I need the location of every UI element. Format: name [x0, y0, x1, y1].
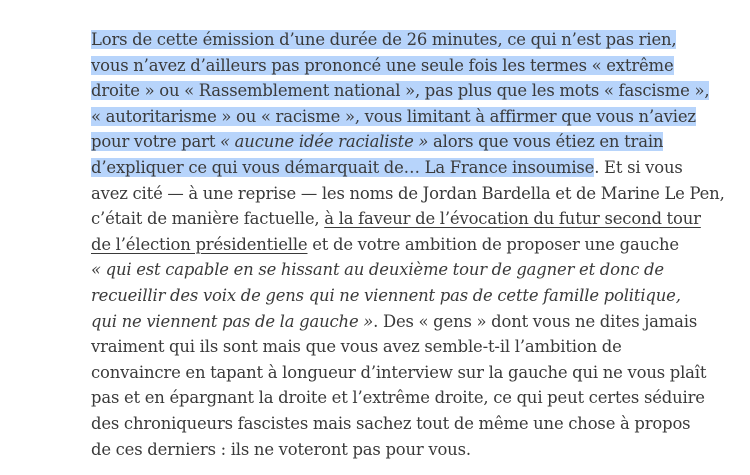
text-segment-selected: alors que vous étiez en train — [428, 132, 664, 152]
italic-quote-selected: « aucune idée racialiste » — [220, 132, 429, 152]
paragraph-line — [91, 257, 671, 283]
paragraph-line — [91, 78, 710, 104]
text-segment: . Et si vous — [594, 157, 683, 177]
text-segment-selected: vous n’avez d’ailleurs pas prononcé une seule fois les termes « extrême — [91, 55, 674, 75]
text-segment: c’était de manière factuelle, — [91, 209, 325, 229]
paragraph-line — [91, 129, 671, 155]
text-segment-selected: pour votre part — [91, 132, 221, 152]
text-segment-selected: d’expliquer ce qui vous démarquait de… La France insoumise — [91, 157, 595, 177]
paragraph-line — [91, 437, 671, 463]
text-segment: vraiment qui ils sont mais que vous avez semble-t-il l’ambition de — [91, 337, 622, 357]
paragraph-line — [91, 206, 701, 232]
inline-link[interactable]: à la faveur de l’évocation du futur second tour — [324, 209, 701, 229]
italic-quote: qui ne viennent pas de la gauche » — [91, 311, 374, 331]
paragraph-line — [91, 155, 683, 181]
paragraph-line — [91, 309, 698, 335]
text-segment: . Des « gens » dont vous ne dites jamais — [373, 311, 698, 331]
inline-link[interactable]: de l’élection présidentielle — [91, 234, 308, 254]
text-segment-selected: droite » ou « Rassemblement national », pas plus que les mots « fascisme », — [91, 81, 710, 101]
text-segment-selected: Lors de cette émission d’une durée de 26 minutes, ce qui n’est pas rien, — [91, 30, 677, 49]
paragraph-line — [91, 411, 691, 437]
text-segment: pas et en épargnant la droite et l’extrême droite, ce qui peut certes séduire — [91, 388, 705, 408]
paragraph-line — [91, 232, 679, 258]
paragraph-line — [91, 283, 681, 309]
paragraph-line — [91, 27, 677, 53]
text-segment: de ces derniers : ils ne voteront pas pour vous. — [91, 439, 471, 459]
paragraph-line — [91, 360, 707, 386]
text-segment: des chroniqueurs fascistes mais sachez tout de même une chose à propos — [91, 413, 691, 433]
article-body — [91, 27, 725, 462]
paragraph-line — [91, 181, 725, 207]
paragraph-line — [91, 385, 705, 411]
italic-quote: recueillir des voix de gens qui ne viennent pas de cette famille politique, — [91, 285, 681, 305]
italic-quote: « qui est capable en se hissant au deuxième tour de gagner et donc de — [91, 260, 664, 280]
text-segment-selected: « autoritarisme » ou « racisme », vous limitant à affirmer que vous n’aviez — [91, 106, 696, 126]
paragraph-line — [91, 104, 696, 130]
text-segment: et de votre ambition de proposer une gauche — [307, 234, 679, 254]
text-segment: avez cité — à une reprise — les noms de Jordan Bardella et de Marine Le Pen, — [91, 183, 725, 203]
text-segment: convaincre en tapant à longueur d’interview sur la gauche qui ne vous plaît — [91, 362, 707, 382]
paragraph-line — [91, 334, 671, 360]
paragraph-line — [91, 53, 674, 79]
